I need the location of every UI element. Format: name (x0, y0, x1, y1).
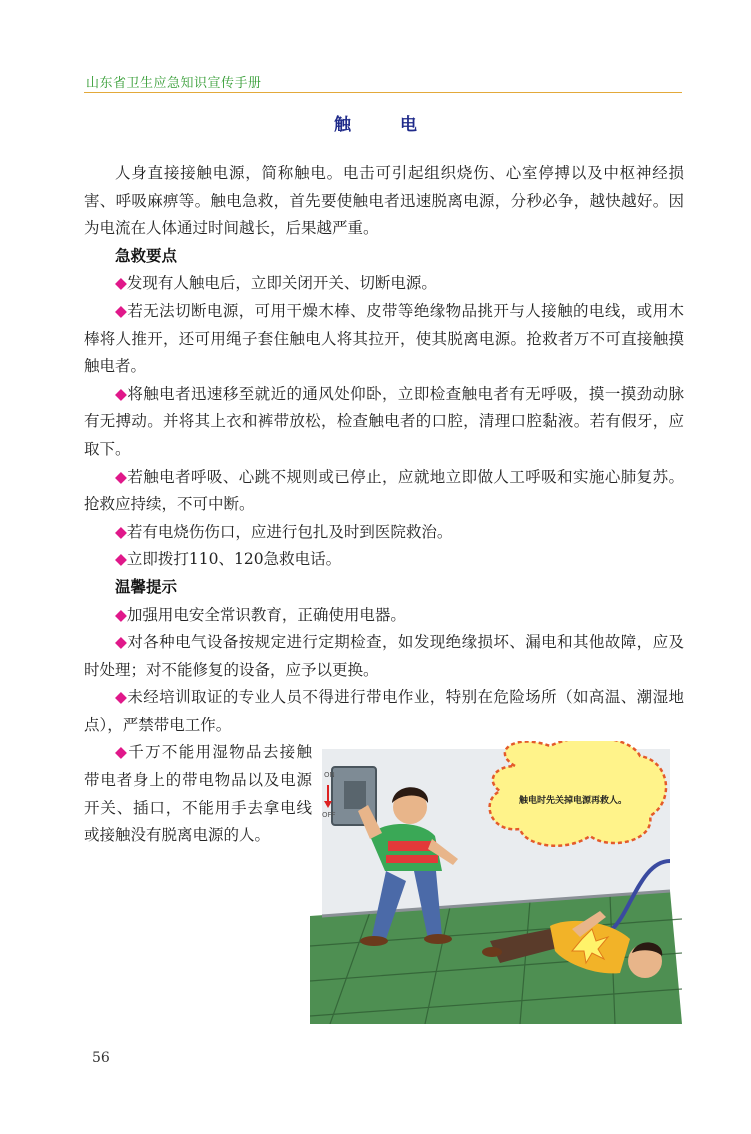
diamond-bullet-icon: ◆ (115, 301, 128, 320)
diamond-bullet-icon: ◆ (115, 274, 127, 293)
diamond-bullet-icon: ◆ (115, 384, 128, 403)
diamond-bullet-icon: ◆ (115, 467, 128, 486)
intro-paragraph: 人身直接接触电源，简称触电。电击可引起组织烧伤、心室停搏以及中枢神经损害、呼吸麻痹等。触电急救，首先要使触电者迅速脱离电源，分秒必争，越快越好。因为电流在人体通过时间越长，后果越严重。 (84, 164, 684, 238)
list-item: ◆若无法切断电源，可用干燥木棒、皮带等绝缘物品挑开与人接触的电线，或用木棒将人推开，还可用绳子套住触电人将其拉开，使其脱离电源。抢救者万不可直接触摸触电者。 (84, 301, 684, 376)
diamond-bullet-icon: ◆ (115, 743, 129, 762)
running-header: 山东省卫生应急知识宣传手册 (86, 76, 262, 91)
diamond-bullet-icon: ◆ (115, 605, 127, 624)
list-item: ◆立即拨打110、120急救电话。 (115, 550, 342, 569)
diamond-bullet-icon: ◆ (115, 550, 127, 569)
list-item: ◆对各种电气设备按规定进行定期检查，如发现绝缘损坏、漏电和其他故障，应及时处理；对不能修复的设备，应予以更换。 (84, 633, 684, 679)
list-item: ◆将触电者迅速移至就近的通风处仰卧，立即检查触电者有无呼吸，摸一摸劲动脉有无搏动。并将其上衣和裤带放松，检查触电者的口腔，清理口腔黏液。若有假牙，应取下。 (84, 384, 684, 458)
list-item: ◆未经培训取证的专业人员不得进行带电作业，特别在危险场所（如高温、潮湿地点），严禁带电工作。 (84, 688, 684, 734)
header-rule (84, 92, 682, 93)
page-number: 56 (92, 1050, 110, 1066)
page-title: 触 电 (334, 115, 433, 135)
list-item-wrapped: ◆千万不能用湿物品去接触带电者身上的带电物品以及电源开关、插口，不能用手去拿电线或接触没有脱离电源的人。 (84, 743, 312, 845)
list-item: ◆若有电烧伤伤口，应进行包扎及时到医院救治。 (115, 522, 453, 541)
diamond-bullet-icon: ◆ (115, 633, 128, 652)
switch-off-label: OFF (322, 811, 336, 819)
list-item: ◆发现有人触电后，立即关闭开关、切断电源。 (115, 274, 437, 293)
switch-on-label: ON (324, 771, 335, 779)
section-heading-first-aid: 急救要点 (115, 246, 178, 265)
section-heading-tips: 温馨提示 (115, 577, 178, 596)
list-item: ◆若触电者呼吸、心跳不规则或已停止，应就地立即做人工呼吸和实施心肺复苏。抢救应持续，不可中断。 (84, 467, 684, 514)
diamond-bullet-icon: ◆ (115, 688, 128, 707)
electric-shock-illustration (310, 741, 682, 1024)
list-item: ◆加强用电安全常识教育，正确使用电器。 (115, 605, 406, 624)
speech-bubble-text: 触电时先关掉电源再救人。 (518, 796, 628, 806)
diamond-bullet-icon: ◆ (115, 522, 127, 541)
